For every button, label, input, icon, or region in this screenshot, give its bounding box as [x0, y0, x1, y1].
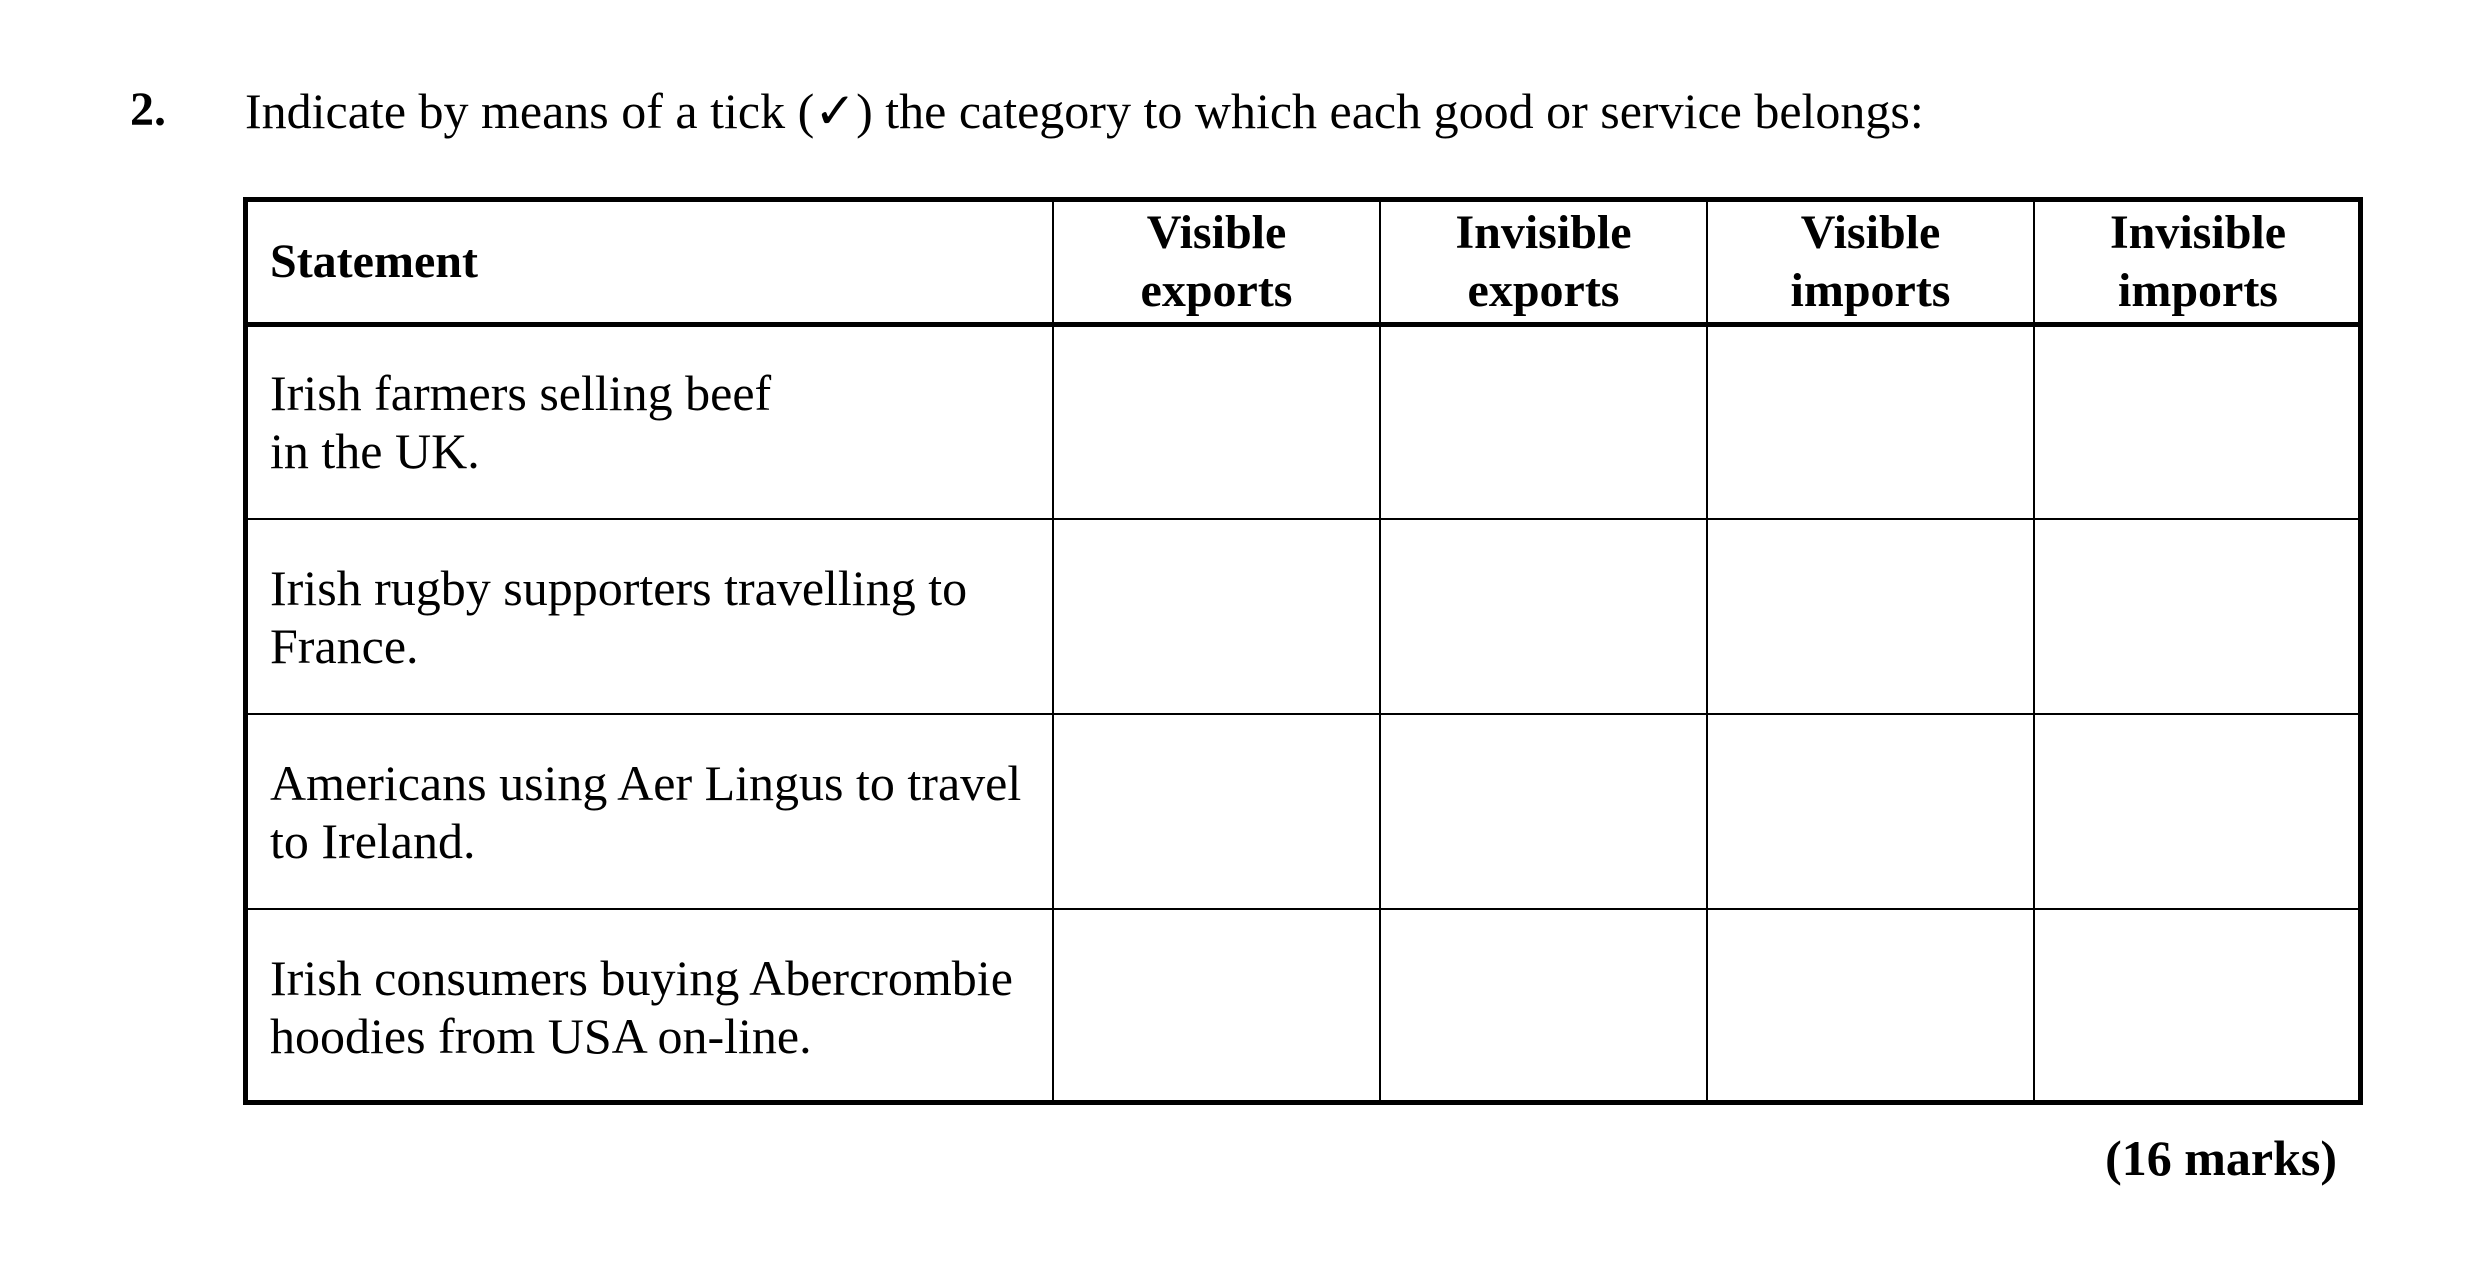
question-text: Indicate by means of a tick (✓) the category to which each good or service belongs: — [245, 83, 1924, 139]
statement-cell — [248, 519, 1053, 714]
statement-line: hoodies from USA on-line. — [270, 1008, 812, 1064]
header-visible-exports — [1053, 202, 1380, 324]
header-label-line: Invisible — [1455, 205, 1632, 259]
tick-cell-invisible-imports[interactable] — [2034, 519, 2361, 714]
header-invisible-imports — [2034, 202, 2361, 324]
header-label-line: Visible — [1800, 205, 1941, 259]
header-visible-imports — [1707, 202, 2034, 324]
tick-cell-visible-imports[interactable] — [1707, 324, 2034, 519]
header-label-line: exports — [1467, 263, 1620, 317]
tick-cell-visible-exports[interactable] — [1053, 714, 1380, 909]
tick-cell-invisible-exports[interactable] — [1380, 909, 1707, 1104]
tick-cell-invisible-exports[interactable] — [1380, 519, 1707, 714]
statement-line: in the UK. — [270, 423, 480, 480]
statement-line: Irish consumers buying Abercrombie — [270, 950, 1013, 1006]
answer-table — [243, 197, 2363, 1105]
tick-cell-invisible-exports[interactable] — [1380, 714, 1707, 909]
header-label-line: exports — [1140, 263, 1293, 317]
tick-cell-visible-exports[interactable] — [1053, 324, 1380, 519]
tick-cell-invisible-exports[interactable] — [1380, 324, 1707, 519]
table-header-row — [248, 202, 2361, 324]
statement-cell — [248, 909, 1053, 1104]
tick-cell-invisible-imports[interactable] — [2034, 909, 2361, 1104]
table-row — [248, 909, 2361, 1104]
tick-cell-invisible-imports[interactable] — [2034, 324, 2361, 519]
tick-cell-visible-imports[interactable] — [1707, 909, 2034, 1104]
statement-cell — [248, 714, 1053, 909]
header-label-line: Invisible — [2109, 205, 2287, 259]
statement-line: Irish farmers selling beef — [270, 365, 772, 422]
header-label-line: imports — [2118, 263, 2278, 317]
statement-cell — [248, 324, 1053, 519]
tick-cell-visible-exports[interactable] — [1053, 519, 1380, 714]
tick-cell-invisible-imports[interactable] — [2034, 714, 2361, 909]
statement-line: Irish rugby supporters travelling to — [270, 559, 968, 616]
table-row — [248, 324, 2361, 519]
header-label-line: imports — [1790, 263, 1951, 317]
statement-line: to Ireland. — [270, 812, 476, 869]
tick-cell-visible-imports[interactable] — [1707, 714, 2034, 909]
table-row — [248, 519, 2361, 714]
statement-line: Americans using Aer Lingus to travel — [270, 754, 1022, 811]
tick-cell-visible-exports[interactable] — [1053, 909, 1380, 1104]
header-invisible-exports — [1380, 202, 1707, 324]
statement-line: France. — [270, 617, 419, 674]
category-table — [248, 202, 2361, 1104]
marks-label: (16 marks) — [2105, 1130, 2337, 1186]
tick-cell-visible-imports[interactable] — [1707, 519, 2034, 714]
header-statement: Statement — [248, 202, 1053, 324]
question-number: 2. — [130, 83, 166, 136]
header-label-line: Visible — [1146, 205, 1287, 259]
table-row — [248, 714, 2361, 909]
